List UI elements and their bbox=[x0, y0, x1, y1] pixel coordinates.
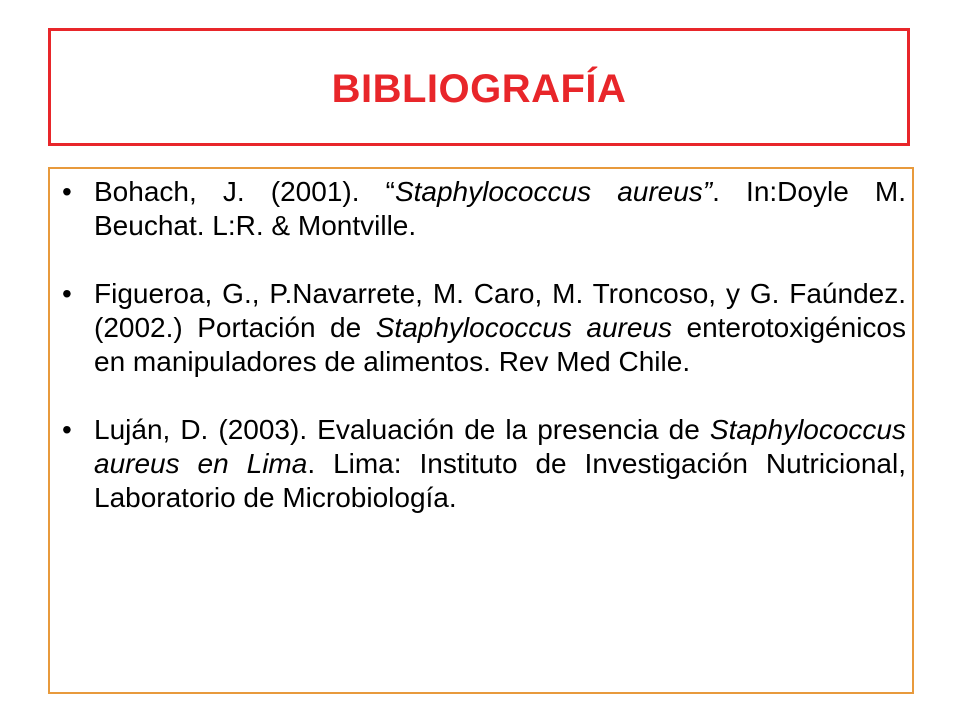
reference-italic-text: Staphylococcus aureus bbox=[375, 312, 672, 343]
reference-text: Luján, D. (2003). Evaluación de la presencia de bbox=[94, 414, 710, 445]
reference-item bbox=[62, 175, 906, 243]
reference-italic-text: Staphylococcus aureus en Lima bbox=[94, 414, 906, 479]
reference-text: Bohach, J. (2001). “ bbox=[94, 176, 395, 207]
reference-italic-text: Staphylococcus aureus” bbox=[394, 176, 713, 207]
reference-item bbox=[62, 277, 906, 379]
bullet-icon: • bbox=[62, 414, 72, 445]
reference-text: enterotoxigénicos en manipuladores de alimentos. Rev Med Chile. bbox=[94, 312, 906, 377]
reference-text: . Lima: Instituto de Investigación Nutricional, Laboratorio de Microbiología. bbox=[94, 448, 906, 513]
reference-list bbox=[62, 175, 906, 549]
reference-item bbox=[62, 413, 906, 515]
reference-text: Figueroa, G., P.Navarrete, M. Caro, M. Troncoso, y G. Faúndez. (2002.) Portación de bbox=[94, 278, 906, 343]
slide-title: BIBLIOGRAFÍA bbox=[331, 66, 627, 111]
content-box bbox=[48, 167, 914, 694]
title-box bbox=[48, 28, 910, 146]
bullet-icon: • bbox=[62, 176, 72, 207]
bullet-icon: • bbox=[62, 278, 72, 309]
reference-text: . In:Doyle M. Beuchat. L:R. & Montville. bbox=[94, 176, 906, 241]
